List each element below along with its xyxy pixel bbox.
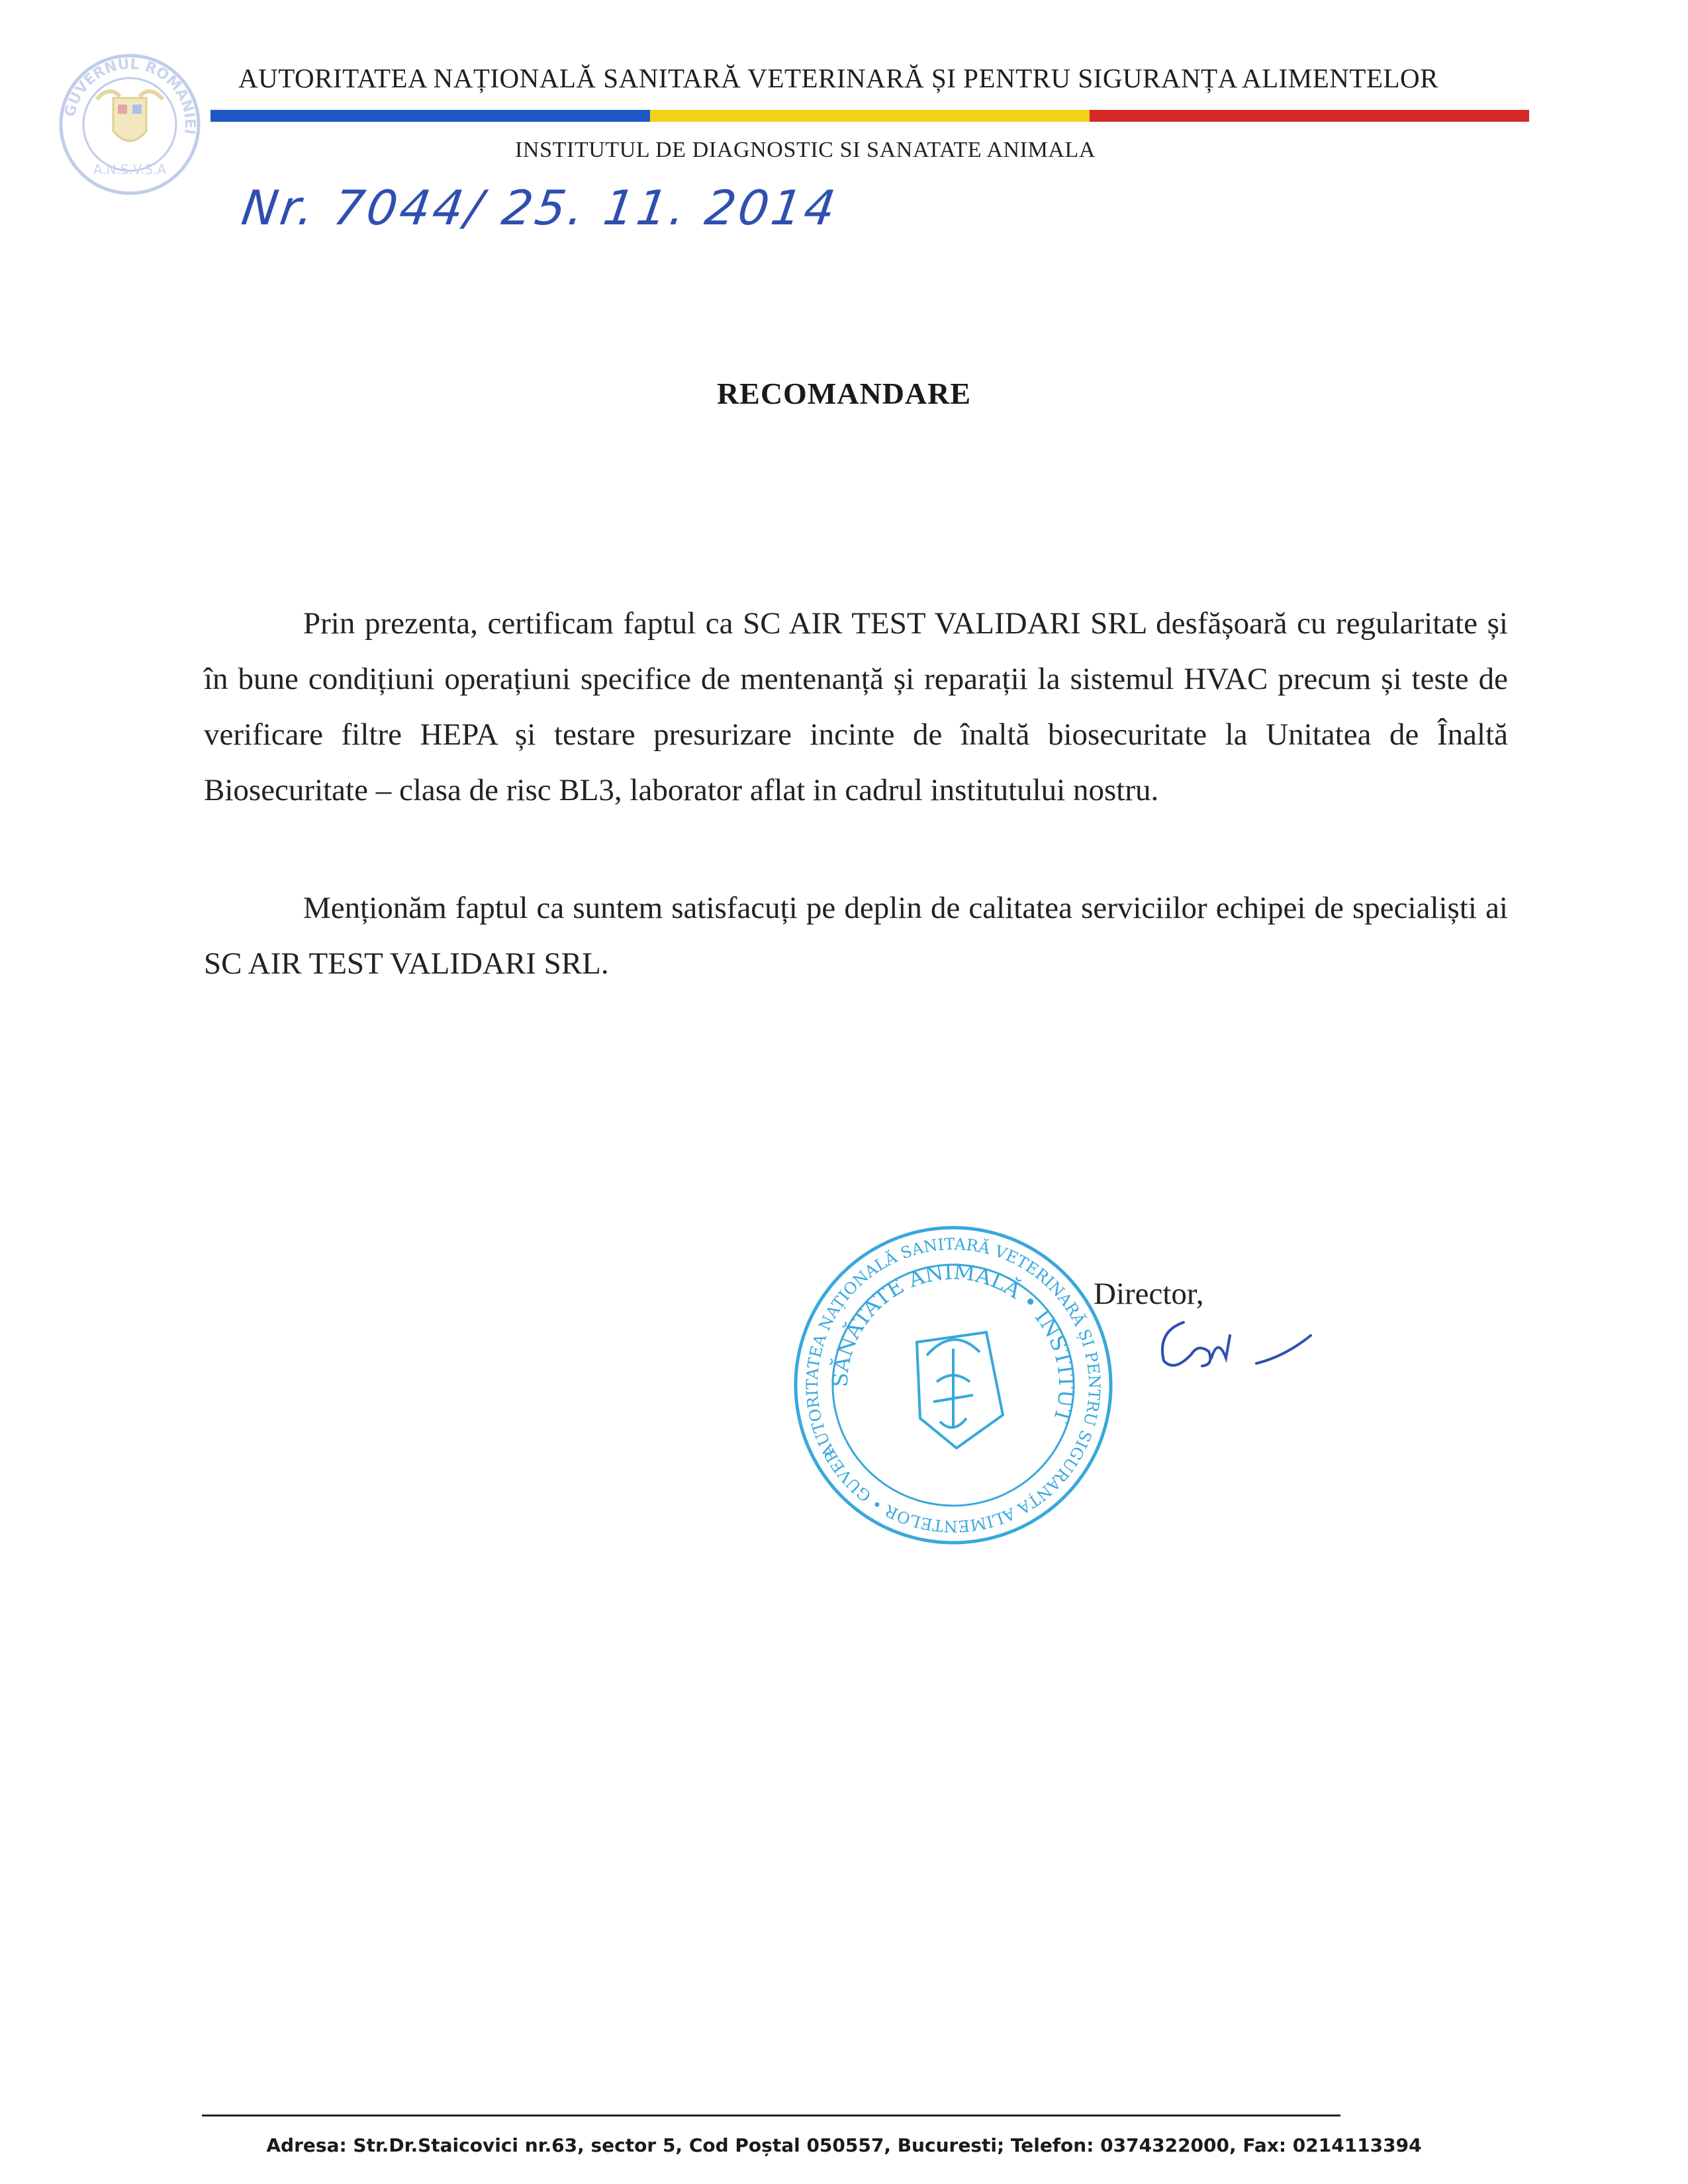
footer-rule: [202, 2115, 1340, 2116]
stamp-inner-text: SĂNĂTATE ANIMALĂ • INSTITUT: [827, 1259, 1080, 1426]
tricolor-yellow: [650, 110, 1090, 122]
tricolor-rule: [211, 110, 1529, 122]
registration-number: Nr. 7044/ 25. 11. 2014: [238, 180, 841, 236]
body-paragraph-2: Menționăm faptul ca suntem satisfacuți pe deplin de calitatea serviciilor echipei de specialiști ai SC AIR TEST VALIDARI SRL.: [204, 891, 1508, 981]
tricolor-red: [1090, 110, 1529, 122]
logo-bottom-text: A.N.S.V.S.A: [93, 161, 167, 177]
institute-title: INSTITUTUL DE DIAGNOSTIC SI SANATATE ANIMALA: [515, 138, 1096, 162]
stamp-outer-text: AUTORITATEA NAȚIONALĂ SANITARĂ VETERINARĂ ȘI PENTRU SIGURANȚA ALIMENTELOR • GUVERNUL: [802, 1234, 1104, 1536]
body-paragraph-1: Prin prezenta, certificam faptul ca SC AIR TEST VALIDARI SRL desfășoară cu regularitate și în bune condițiuni operațiuni specifice de mentenanță și reparații la sistemul HVAC precum și teste de verificare filtre HEPA și testare presurizare incinte de înaltă biosecuritate la Unitatea de Înaltă Biosecuritate – clasa de risc BL3, laborator aflat in cadrul institutului nostru.: [204, 606, 1508, 807]
handwritten-signature-icon: [1145, 1297, 1331, 1390]
official-stamp-icon: [784, 1216, 1122, 1554]
tricolor-blue: [211, 110, 650, 122]
coat-of-arms-seal-icon: [57, 52, 203, 197]
agency-title: AUTORITATEA NAȚIONALĂ SANITARĂ VETERINARĂ ȘI PENTRU SIGURANȚA ALIMENTELOR: [238, 63, 1438, 93]
document-title: RECOMANDARE: [716, 377, 972, 410]
logo-ring-text: GUVERNUL ROMANIEI: [62, 56, 199, 136]
footer-address: Adresa: Str.Dr.Staicovici nr.63, sector 5, Cod Poștal 050557, Bucuresti; Telefon: 0374322000, Fax: 0214113394: [266, 2134, 1422, 2156]
director-label: Director,: [1094, 1277, 1204, 1311]
